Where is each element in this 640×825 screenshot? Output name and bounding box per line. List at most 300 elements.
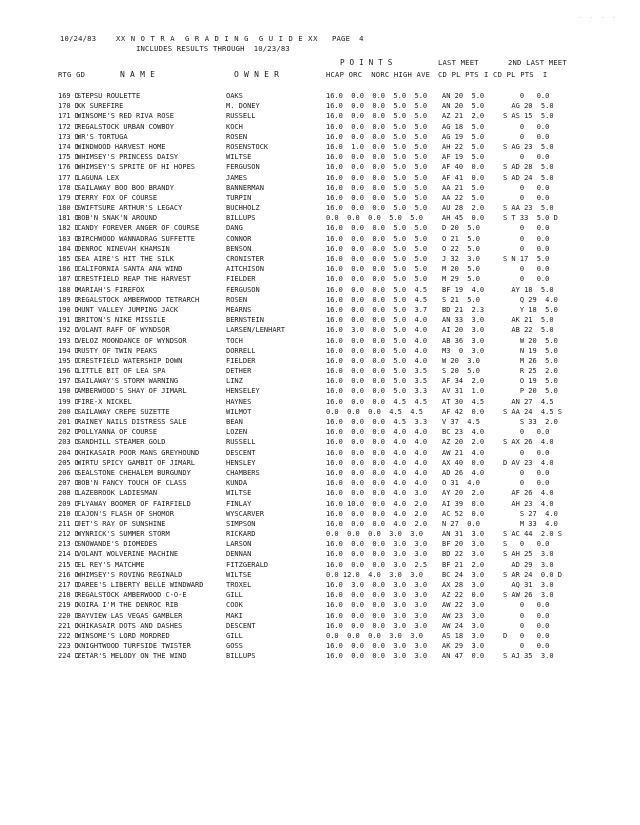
cell-owner: FIELDER <box>226 356 256 365</box>
cell-owner: ROSENSTOCK <box>226 142 269 151</box>
cell-rtg: 172 D <box>58 122 80 131</box>
cell-second: 0 0.0 <box>503 275 550 284</box>
table-row <box>58 153 618 163</box>
cell-second: S AA 23 5.0 <box>503 204 554 213</box>
cell-owner: MAKI <box>226 611 243 620</box>
cell-second: 0 0.0 <box>503 601 550 610</box>
cell-second: W 20 5.0 <box>503 336 558 345</box>
cell-name: TERRY FOX OF COURSE <box>77 193 158 202</box>
table-row <box>58 235 618 245</box>
cell-second: 0 0.0 <box>503 468 550 477</box>
cell-second: AG 20 5.0 <box>503 102 554 111</box>
cell-pts: 16.0 0.0 0.0 5.0 3.7 <box>326 305 428 314</box>
cell-rtg: 210 D <box>58 509 80 518</box>
cell-rtg: 188 D <box>58 285 80 294</box>
cell-second: AK 21 5.0 <box>503 316 554 325</box>
cell-owner: RUSSELL <box>226 112 256 121</box>
cell-rtg: 192 D <box>58 326 80 335</box>
cell-owner: DORRELL <box>226 346 256 355</box>
cell-name: BRITON'S NIKE MISSILE <box>77 316 166 325</box>
cell-rtg: 171 D <box>58 112 80 121</box>
cell-second: D AV 23 4.0 <box>503 458 554 467</box>
cell-pts: 0.0 0.0 0.0 5.0 5.0 <box>326 214 423 223</box>
cell-pts: 16.0 0.0 0.0 5.0 3.3 <box>326 387 428 396</box>
cell-pts: 16.0 3.0 0.0 5.0 4.0 <box>326 326 428 335</box>
cell-pts: 16.0 0.0 0.0 5.0 5.0 <box>326 112 428 121</box>
table-row <box>58 92 618 102</box>
cell-last: AI 20 3.0 <box>442 326 485 335</box>
cell-name: SAILAWAY'S STORM WARNING <box>77 377 179 386</box>
cell-second: S AC 44 2.0 S <box>503 530 563 539</box>
cell-name: SEA AIRE'S HIT THE SILK <box>77 255 174 263</box>
cell-rtg: 173 D <box>58 132 80 141</box>
cell-last: AN 20 5.0 <box>442 102 485 111</box>
cell-second: AD 29 3.0 <box>503 560 554 569</box>
cell-second: S N 17 5.0 <box>503 255 550 263</box>
table-row <box>58 642 618 652</box>
cell-pts: 16.0 0.0 0.0 3.0 3.0 <box>326 591 428 600</box>
table-row <box>58 214 618 224</box>
table-row <box>58 286 618 296</box>
cell-name: CRESTFIELD REAP THE HARVEST <box>77 275 191 284</box>
cell-owner: FERGUSON <box>226 285 260 294</box>
cell-pts: 16.0 0.0 0.0 5.0 5.0 <box>326 122 428 131</box>
cell-last: BF 20 3.0 <box>442 540 485 549</box>
cell-second: Q 29 4.0 <box>503 295 558 304</box>
cell-owner: SIMPSON <box>226 519 256 528</box>
cell-owner: GOSS <box>226 642 243 651</box>
cell-owner: BENSON <box>226 244 252 253</box>
cell-owner: OAKS <box>226 92 243 100</box>
table-row <box>58 377 618 387</box>
cell-name: KHIKASAIR DOTS AND DASHES <box>77 621 183 630</box>
cell-pts: 16.0 0.0 0.0 5.0 5.0 <box>326 275 428 284</box>
cell-second: Y 18 5.0 <box>503 305 558 314</box>
cell-pts: 16.0 0.0 0.0 5.0 4.0 <box>326 316 428 325</box>
cell-pts: 16.0 0.0 0.0 5.0 5.0 <box>326 153 428 162</box>
cell-second: 0 0.0 <box>503 448 550 457</box>
cell-last: AN 33 3.0 <box>442 316 485 325</box>
cell-owner: KUNDA <box>226 479 248 488</box>
cell-last: AT 30 4.5 <box>442 397 485 406</box>
cell-owner: ROSEN <box>226 132 248 141</box>
cell-name: KOIRA I'M THE DENROC RIB <box>77 601 179 610</box>
cell-name: SNOWANDE'S DIOMEDES <box>77 540 158 549</box>
cell-name: LAZEBROOK LADIESMAN <box>77 489 158 498</box>
cell-pts: 16.0 0.0 0.0 4.0 4.0 <box>326 479 428 488</box>
cell-rtg: 206 D <box>58 468 80 477</box>
cell-owner: LINZ <box>226 377 243 386</box>
cell-name: CAJON'S FLASH OF SHOMOR <box>77 509 174 518</box>
cell-last: W 20 3.0 <box>442 356 480 365</box>
cell-last: AY 20 2.0 <box>442 489 485 498</box>
cell-rtg: 187 D <box>58 275 80 284</box>
cell-second: 0 0.0 <box>503 234 550 243</box>
cell-rtg: 179 D <box>58 193 80 202</box>
table-row <box>58 143 618 153</box>
cell-name: SAILAWAY CREPE SUZETTE <box>77 407 170 416</box>
cell-pts: 0.0 0.0 0.0 3.0 3.0 <box>326 530 423 539</box>
cell-second: 0 0.0 <box>503 153 550 162</box>
cell-pts: 16.0 0.0 0.0 3.0 3.0 <box>326 540 428 549</box>
table-row <box>58 489 618 499</box>
cell-pts: 16.0 0.0 0.0 3.0 3.0 <box>326 611 428 620</box>
table-row <box>58 306 618 316</box>
cell-owner: DENNAN <box>226 550 252 559</box>
cell-last: AA 21 5.0 <box>442 183 485 192</box>
table-row <box>58 112 618 122</box>
cell-rtg: 211 D <box>58 519 80 528</box>
cell-rtg: 176 D <box>58 163 80 172</box>
cell-name: KK SUREFIRE <box>77 102 124 111</box>
cell-last: BF 21 2.0 <box>442 560 485 569</box>
table-row <box>58 296 618 306</box>
cell-owner: M. DONEY <box>226 102 260 111</box>
table-row <box>58 174 618 184</box>
cell-rtg: 215 D <box>58 560 80 569</box>
cell-pts: 16.0 0.0 0.0 5.0 5.0 <box>326 173 428 182</box>
cell-rtg: 184 D <box>58 244 80 253</box>
cell-rtg: 200 D <box>58 407 80 416</box>
cell-pts: 16.0 0.0 0.0 5.0 4.0 <box>326 336 428 345</box>
cell-name: POLLYANNA OF COURSE <box>77 428 158 437</box>
cell-name: BOB'N SNAK'N AROUND <box>77 214 158 223</box>
cell-owner: DANG <box>226 224 243 233</box>
table-row <box>58 163 618 173</box>
cell-last: AC 52 0.0 <box>442 509 485 518</box>
second-last-meet-group-header: 2ND LAST MEET <box>508 58 567 67</box>
cell-name: SEALSTONE CHEHALEM BURGUNDY <box>77 468 191 477</box>
cell-name: SAILAWAY BOO BOO BRANDY <box>77 183 174 192</box>
cell-second: 0 0.0 <box>503 183 550 192</box>
cell-last: AI 39 0.0 <box>442 499 485 508</box>
points-group-header: P O I N T S <box>340 58 393 67</box>
cell-owner: GILL <box>226 631 243 640</box>
cell-last: M3 0 3.0 <box>442 346 485 355</box>
table-row <box>58 275 618 285</box>
cell-second: 0 0.0 <box>503 132 550 141</box>
cell-rtg: 222 D <box>58 631 80 640</box>
cell-pts: 16.0 0.0 0.0 4.0 3.0 <box>326 489 428 498</box>
table-row <box>58 530 618 540</box>
cell-pts: 16.0 0.0 0.0 5.0 5.0 <box>326 193 428 202</box>
cell-owner: FITZGERALD <box>226 560 269 569</box>
cell-rtg: 178 D <box>58 183 80 192</box>
cell-rtg: 183 D <box>58 234 80 243</box>
cell-pts: 16.0 0.0 0.0 5.0 4.5 <box>326 295 428 304</box>
table-row <box>58 337 618 347</box>
cell-last: N 27 0.0 <box>442 519 480 528</box>
cell-last: AW 23 3.0 <box>442 611 485 620</box>
cell-last: AZ 21 2.0 <box>442 112 485 121</box>
cell-name: RAINEY NAILS DISTRESS SALE <box>77 418 187 426</box>
cell-second: AB 22 5.0 <box>503 326 554 335</box>
cell-pts: 0.0 12.0 4.0 3.0 3.0 <box>326 570 423 579</box>
cell-last: AH 22 5.0 <box>442 142 485 151</box>
cell-rtg: 170 D <box>58 102 80 111</box>
cell-pts: 16.0 0.0 0.0 3.0 3.0 <box>326 621 428 630</box>
cell-second: D 0 0.0 <box>503 631 550 640</box>
cell-name: WHIMSEY'S SPRITE OF HI HOPES <box>77 163 196 172</box>
cell-name: REGALSTOCK AMBERWOOD TETRARCH <box>77 295 200 304</box>
cell-second: S AS 15 5.0 <box>503 112 554 121</box>
cell-pts: 16.0 0.0 0.0 3.0 3.0 <box>326 601 428 610</box>
cell-second: S T 33 5.0 D <box>503 214 558 223</box>
cell-last: O 22 5.0 <box>442 244 480 253</box>
column-header-owner: O W N E R <box>234 70 280 79</box>
column-header-second-meet: I CD PL PTS I <box>484 70 548 79</box>
cell-second: 0 0.0 <box>503 122 550 131</box>
cell-rtg: 202 D <box>58 428 80 437</box>
cell-last: AF 41 0.0 <box>442 173 485 182</box>
cell-owner: FINLAY <box>226 499 252 508</box>
cell-name: KNIGHTWOOD TURFSIDE TWISTER <box>77 642 191 651</box>
cell-second: S AR 24 0.0 D <box>503 570 563 579</box>
table-row <box>58 550 618 560</box>
cell-last: AW 24 3.0 <box>442 621 485 630</box>
cell-last: S 20 5.0 <box>442 367 480 376</box>
cell-second: 0 0.0 <box>503 611 550 620</box>
cell-owner: WILTSE <box>226 153 252 162</box>
cell-rtg: 213 D <box>58 540 80 549</box>
cell-owner: LARSON <box>226 540 252 549</box>
cell-pts: 16.0 0.0 0.0 4.0 4.0 <box>326 428 428 437</box>
grading-table <box>58 92 618 663</box>
cell-pts: 0.0 0.0 0.0 3.0 3.0 <box>326 631 423 640</box>
cell-owner: TROXEL <box>226 581 252 589</box>
cell-second: 0 0.0 <box>503 621 550 630</box>
cell-owner: BANNERMAN <box>226 183 264 192</box>
cell-name: WR'S TORTUGA <box>77 132 128 141</box>
cell-name: CALIFORNIA SANTA ANA WIND <box>77 265 183 274</box>
cell-owner: DETHER <box>226 367 252 376</box>
cell-last: O 21 5.0 <box>442 234 480 243</box>
table-row <box>58 591 618 601</box>
cell-owner: WILTSE <box>226 489 252 498</box>
table-row <box>58 133 618 143</box>
cell-name: VELOZ MOONDANCE OF WYNDSOR <box>77 336 187 345</box>
cell-rtg: 207 D <box>58 479 80 488</box>
cell-rtg: 199 D <box>58 397 80 406</box>
page-number: PAGE 4 <box>332 34 364 43</box>
table-row <box>58 387 618 397</box>
cell-rtg: 169 D <box>58 92 80 100</box>
cell-name: DENROC NINEVAH KHAMSIN <box>77 244 170 253</box>
cell-owner: BILLUPS <box>226 214 256 223</box>
cell-last: AW 22 3.0 <box>442 601 485 610</box>
cell-rtg: 218 D <box>58 591 80 600</box>
cell-second: 0 0.0 <box>503 265 550 274</box>
cell-second: AQ 31 3.0 <box>503 581 554 589</box>
cell-owner: FIELDER <box>226 275 256 284</box>
cell-rtg: 209 D <box>58 499 80 508</box>
cell-rtg: 174 D <box>58 142 80 151</box>
cell-name: STEPSU ROULETTE <box>77 92 141 100</box>
cell-owner: LARSEN/LENHART <box>226 326 286 335</box>
cell-rtg: 195 D <box>58 356 80 365</box>
cell-second: 0 0.0 <box>503 428 550 437</box>
cell-pts: 16.0 0.0 0.0 3.0 3.0 <box>326 652 428 661</box>
cell-name: WINSOME'S LORD MORDRED <box>77 631 170 640</box>
cell-pts: 16.0 10.0 0.0 4.0 2.0 <box>326 499 428 508</box>
cell-name: SANDHILL STEAMER GOLD <box>77 438 166 447</box>
column-header-last-meet: CD PL PTS <box>438 70 479 79</box>
cell-pts: 16.0 0.0 0.0 5.0 5.0 <box>326 234 428 243</box>
cell-pts: 16.0 0.0 0.0 4.0 2.0 <box>326 519 428 528</box>
cell-name: HUNT VALLEY JUMPING JACK <box>77 305 179 314</box>
cell-rtg: 201 D <box>58 418 80 426</box>
cell-rtg: 182 D <box>58 224 80 233</box>
cell-rtg: 205 D <box>58 458 80 467</box>
cell-last: D 20 5.0 <box>442 224 480 233</box>
cell-pts: 16.0 0.0 0.0 5.0 4.0 <box>326 346 428 355</box>
report-date: 10/24/83 <box>60 34 97 43</box>
column-header-rtg: RTG GD <box>58 70 86 79</box>
cell-second: S 27 4.0 <box>503 509 558 518</box>
table-row <box>58 449 618 459</box>
cell-last: AG 18 5.0 <box>442 122 485 131</box>
cell-owner: HENSELEY <box>226 387 260 396</box>
cell-owner: LOZEN <box>226 428 248 437</box>
cell-owner: HAYNES <box>226 397 252 406</box>
cell-owner: DESCENT <box>226 448 256 457</box>
cell-pts: 16.0 0.0 0.0 4.0 4.0 <box>326 438 428 447</box>
cell-pts: 16.0 0.0 0.0 3.0 3.0 <box>326 642 428 651</box>
cell-pts: 16.0 0.0 0.0 4.0 4.0 <box>326 458 428 467</box>
cell-pts: 16.0 0.0 0.0 4.0 4.0 <box>326 468 428 477</box>
cell-name: WHIMSEY'S ROVING REGINALD <box>77 570 183 579</box>
table-row <box>58 123 618 133</box>
table-row <box>58 540 618 550</box>
cell-rtg: 186 D <box>58 265 80 274</box>
cell-second: M 33 4.0 <box>503 519 558 528</box>
cell-pts: 16.0 0.0 0.0 5.0 5.0 <box>326 224 428 233</box>
cell-rtg: 193 D <box>58 336 80 345</box>
table-row <box>58 357 618 367</box>
table-row <box>58 102 618 112</box>
cell-last: BF 19 4.0 <box>442 285 485 294</box>
cell-pts: 16.0 0.0 0.0 5.0 5.0 <box>326 183 428 192</box>
cell-name: BOB'N FANCY TOUCH OF CLASS <box>77 479 187 488</box>
cell-rtg: 219 D <box>58 601 80 610</box>
cell-pts: 16.0 0.0 0.0 4.0 4.0 <box>326 448 428 457</box>
cell-name: KHIKASAIR POOR MANS GREYHOUND <box>77 448 200 457</box>
cell-pts: 16.0 0.0 0.0 5.0 5.0 <box>326 102 428 111</box>
cell-name: MARIAH'S FIREFOX <box>77 285 145 294</box>
table-row <box>58 316 618 326</box>
table-row <box>58 347 618 357</box>
cell-owner: TURPIN <box>226 193 252 202</box>
cell-pts: 16.0 0.0 0.0 5.0 5.0 <box>326 204 428 213</box>
cell-second: AY 18 5.0 <box>503 285 554 294</box>
cell-rtg: 198 D <box>58 387 80 396</box>
cell-last: BC 23 4.0 <box>442 428 485 437</box>
cell-second: S AJ 35 3.0 <box>503 652 554 661</box>
cell-second: S AH 25 3.0 <box>503 550 554 559</box>
cell-last: S 21 5.0 <box>442 295 480 304</box>
cell-name: LITTLE BIT OF LEA SPA <box>77 367 166 376</box>
cell-owner: GILL <box>226 591 243 600</box>
cell-name: CANDY FOREVER ANGER OF COURSE <box>77 224 200 233</box>
cell-last: O 31 4.0 <box>442 479 480 488</box>
table-row <box>58 469 618 479</box>
table-row <box>58 571 618 581</box>
cell-last: BD 22 3.0 <box>442 550 485 559</box>
cell-owner: ROSEN <box>226 295 248 304</box>
cell-owner: KOCH <box>226 122 243 131</box>
cell-last: AV 31 1.0 <box>442 387 485 396</box>
table-row <box>58 245 618 255</box>
cell-name: EL REY'S MATCHME <box>77 560 145 569</box>
cell-last: BC 24 3.0 <box>442 570 485 579</box>
cell-owner: RUSSELL <box>226 438 256 447</box>
cell-second: S 0 0.0 <box>503 540 550 549</box>
cell-second: AH 23 4.0 <box>503 499 554 508</box>
cell-second: 0 0.0 <box>503 193 550 202</box>
cell-name: WINSOME'S RED RIVA ROSE <box>77 112 174 121</box>
cell-owner: BEAN <box>226 418 243 426</box>
cell-rtg: 185 D <box>58 255 80 263</box>
table-row <box>58 326 618 336</box>
cell-name: VOLANT RAFF OF WYNDSOR <box>77 326 170 335</box>
cell-last: AN 20 5.0 <box>442 92 485 100</box>
cell-second: R 25 2.0 <box>503 367 558 376</box>
cell-last: BD 21 2.3 <box>442 305 485 314</box>
cell-owner: CHAMBERS <box>226 468 260 477</box>
cell-last: AX 40 0.0 <box>442 458 485 467</box>
cell-name: BIRCHWOOD WANNADRAG SUFFETTE <box>77 234 196 243</box>
cell-pts: 16.0 0.0 0.0 5.0 4.5 <box>326 285 428 294</box>
cell-owner: JAMES <box>226 173 248 182</box>
cell-last: AX 28 3.0 <box>442 581 485 589</box>
table-row <box>58 510 618 520</box>
cell-name: VOLANT WOLVERINE MACHINE <box>77 550 179 559</box>
cell-rtg: 180 D <box>58 204 80 213</box>
cell-name: JET'S RAY OF SUNSHINE <box>77 519 166 528</box>
table-row <box>58 632 618 642</box>
cell-second: 0 0.0 <box>503 92 550 100</box>
cell-name: CRESTFIELD WATERSHIP DOWN <box>77 356 183 365</box>
cell-second: AN 27 4.5 <box>503 397 554 406</box>
cell-second: N 19 5.0 <box>503 346 558 355</box>
cell-last: AA 22 5.0 <box>442 193 485 202</box>
cell-pts: 16.0 0.0 0.0 4.5 3.3 <box>326 418 428 426</box>
table-row <box>58 601 618 611</box>
table-row <box>58 224 618 234</box>
cell-last: AZ 22 0.0 <box>442 591 485 600</box>
last-meet-group-header: LAST MEET <box>438 58 479 67</box>
cell-rtg: 189 D <box>58 295 80 304</box>
cell-owner: CRONISTER <box>226 255 264 263</box>
table-row <box>58 622 618 632</box>
cell-name: FIRE-X NICKEL <box>77 397 132 406</box>
cell-last: AB 36 3.0 <box>442 336 485 345</box>
table-row <box>58 652 618 662</box>
column-header-points: HCAP ORC NORC HIGH AVE <box>326 70 431 79</box>
cell-second: 0 0.0 <box>503 244 550 253</box>
cell-last: J 32 3.0 <box>442 255 480 263</box>
cell-last: AW 21 4.0 <box>442 448 485 457</box>
cell-rtg: 194 D <box>58 346 80 355</box>
cell-last: V 37 4.5 <box>442 418 480 426</box>
table-row <box>58 184 618 194</box>
cell-pts: 16.0 0.0 0.0 5.0 4.0 <box>326 356 428 365</box>
cell-pts: 16.0 1.0 0.0 5.0 5.0 <box>326 142 428 151</box>
cell-pts: 16.0 3.0 0.0 3.0 3.0 <box>326 581 428 589</box>
cell-owner: BERNSTEIN <box>226 316 264 325</box>
cell-rtg: 223 D <box>58 642 80 651</box>
cell-owner: RICKARD <box>226 530 256 539</box>
